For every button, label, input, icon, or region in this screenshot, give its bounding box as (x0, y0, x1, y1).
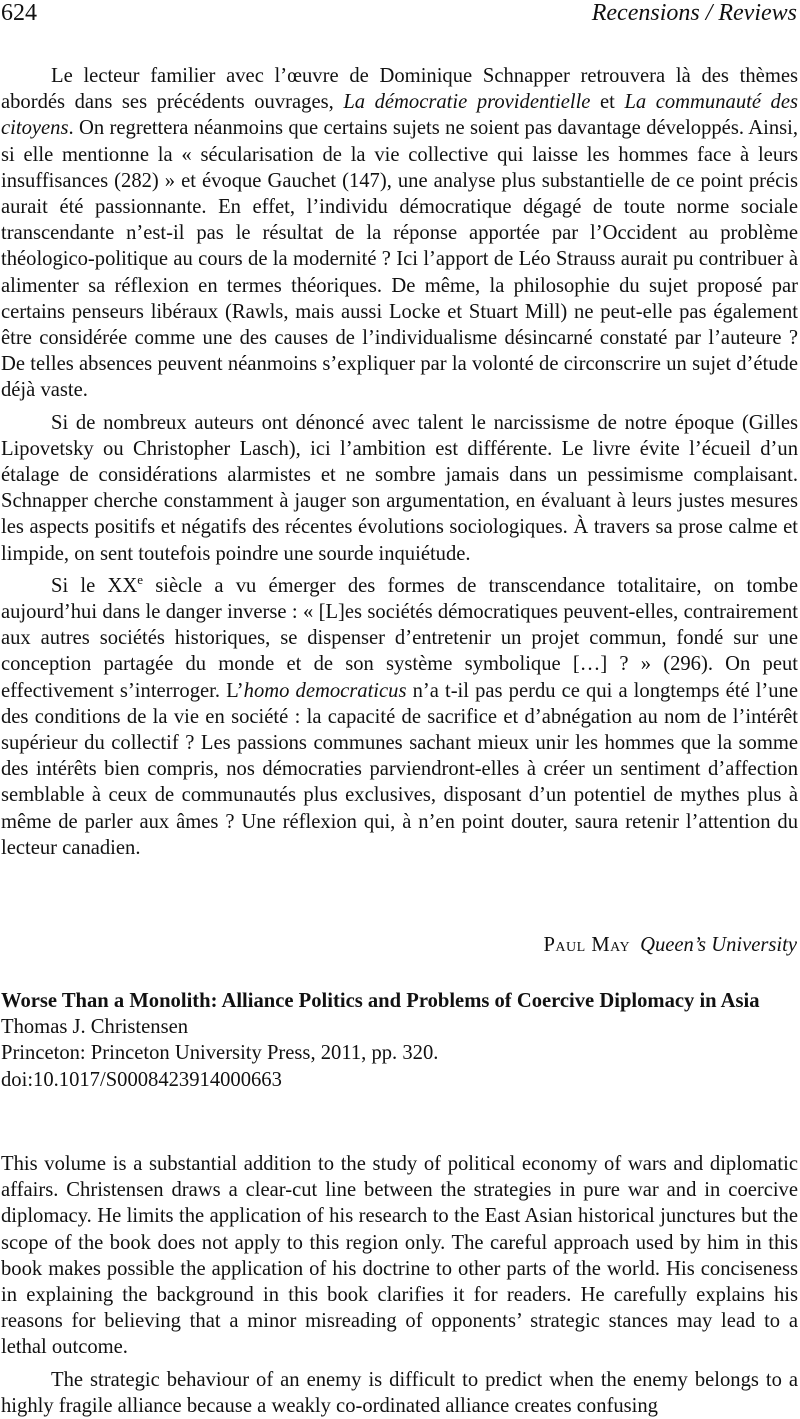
running-head: Recensions / Reviews (591, 0, 797, 26)
reviewer-affiliation: Queen’s University (640, 934, 797, 956)
book-publisher: Princeton: Princeton University Press, 2011, pp. 320. (1, 1042, 439, 1065)
english-paragraph-1: This volume is a substantial addition to the study of political economy of wars and diplomatic affairs. Christensen draws a clear-cut line between the strategies in pure war and in coercive diplomacy. He limits the application of his research to the East Asian historical junctures but the scope of the book does not apply to this region only. The careful approach used by him in this book makes possible the application of his doctrine to other parts of the world. His conciseness in explaining the background in this book clarifies it for readers. He carefully explains his reasons for believing that a minor misreading of opponents’ strategic stances may lead to a lethal outcome. (1, 1153, 798, 1359)
text-run: et (590, 91, 625, 114)
text-run: n’a t-il pas perdu ce qui a longtemps été l’une des conditions de la vie en société : la capacité de sacrifice et d’abnégation au nom de l’intérêt supérieur du collectif ? Les passions communes sachant mieux unir les hommes que la somme des intérêts bien compris, nos démocraties parviendront-elles à créer un sentiment d’affection semblable à ceux de communautés plus exclusives, disposant d’un potentiel de mythes plus à même de parler aux âmes ? Une réflexion qui, à n’en point douter, saura retenir l’attention du lecteur canadien. (1, 679, 799, 859)
book-title-italic: La démocratie providentielle (343, 91, 591, 114)
latin-term-italic: homo democraticus (243, 679, 407, 702)
text-run: . On regrettera néanmoins que certains sujets ne soient pas davantage développés. Ainsi, si elle mentionne la « sécularisation de la vie collective qui laisse les hommes face à leurs insuffisances (282) » et évoque Gauchet (147), une analyse plus substantielle de ce point précis aurait été passionnante. En effet, l’individu démocratique dégagé de toute norme sociale transcendante n’est-il pas le résultat de la réponse apportée par l’Occident au problème théologico-politique au cours de la modernité ? Ici l’apport de Léo Strauss aurait pu contribuer à alimenter sa réflexion en termes théoriques. De même, la philosophie du sujet proposé par certains penseurs libéraux (Rawls, mais aussi Locke et Stuart Mill) ne peut-elle pas également être considérée comme une des causes de l’individualisme désincarné constaté par l’auteure ? De telles absences peuvent néanmoins s’expliquer par la volonté de circonscrire un sujet d’étude déjà vaste. (1, 117, 798, 402)
text-run: Le lecteur familier avec l’œuvre de Dominique Schnapper retrouvera là des thèmes abordés dans ses précédents ouvrages, (1, 65, 798, 114)
english-paragraph-2: The strategic behaviour of an enemy is difficult to predict when the enemy belongs to a highly fragile alliance because a weakly co-ordinated alliance creates confusing (1, 1368, 798, 1417)
french-paragraph-2: Si de nombreux auteurs ont dénoncé avec talent le narcissisme de notre époque (Gilles Lipovetsky ou Christopher Lasch), ici l’ambition est différente. Le livre évite l’écueil d’un étalage de considérations alarmistes et ne sombre jamais dans un pessimisme complaisant. Schnapper cherche constamment à jauger son argumentation, en évaluant à leurs justes mesures les aspects positifs et négatifs des récentes évolutions sociologiques. À travers sa prose calme et limpide, on sent toutefois poindre une sourde inquiétude. (1, 411, 798, 565)
superscript: e (137, 572, 144, 587)
english-review-body (1, 1151, 798, 1419)
book-title: Worse Than a Monolith: Alliance Politics and Problems of Coercive Diplomacy in Asia (1, 990, 760, 1012)
french-review-body (1, 63, 798, 861)
french-paragraph-1 (1, 63, 798, 404)
book-doi: doi:10.1017/S0008423914000663 (1, 1068, 282, 1091)
book-title-italic: La communauté des citoyens (1, 91, 798, 140)
page-header (0, 0, 800, 28)
french-paragraph-3 (1, 573, 798, 861)
text-run: Si le XX (51, 574, 138, 597)
book-citation (1, 988, 798, 1093)
book-author: Thomas J. Christensen (1, 1016, 189, 1039)
page-number: 624 (1, 0, 37, 26)
text-run: siècle a vu émerger des formes de transcendance totalitaire, on tombe aujourd’hui dans le danger inverse : « [L]es sociétés démocratiques peuvent-elles, contrairement aux autres sociétés historiques, se dispenser d’entretenir un projet commun, fondé sur une conception partagée du monde et de son système symbolique […] ? » (296). On peut effectivement s’interroger. L’ (1, 574, 798, 702)
reviewer-name: Paul May (543, 934, 631, 956)
reviewer-signature (543, 932, 797, 958)
